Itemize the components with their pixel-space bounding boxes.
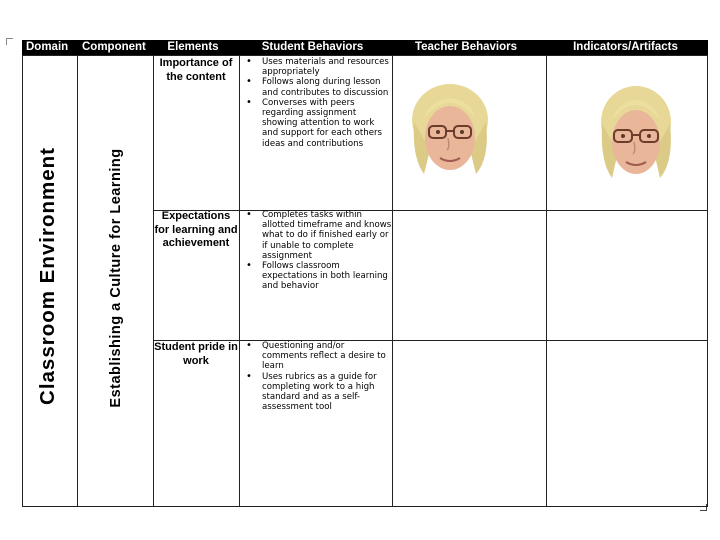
behavior-item: • Follows classroom expectations in both learning and behavior [242,261,392,292]
behavior-item: • Follows along during lesson and contributes to discussion [242,77,392,97]
corner-mark-top-left [6,38,13,45]
behavior-item: • Completes tasks within allotted timeframe and knows what to do if finished early or if unable to complete assignment [242,210,392,261]
domain-label: Classroom Environment [36,147,59,405]
teacher-photo [410,78,490,182]
behavior-item: • Converses with peers regarding assignment showing attention to work and support for each others ideas and contributions [242,98,392,149]
divider-domain [77,56,78,506]
behavior-item: • Uses rubrics as a guide for completing work to a high standard and as a self-assessment tool [242,372,392,413]
divider-teacher [546,56,547,506]
behaviors-list-2 [242,210,392,292]
divider-elements [239,56,240,506]
header-student-behaviors: Student Behaviors [261,41,364,53]
indicator-photo [598,80,674,186]
element-pride: Student pride in work [154,341,238,367]
element-expectations: Expectations for learning and achievement [154,210,238,249]
behavior-item: • Uses materials and resources appropriately [242,57,392,77]
behaviors-list-3 [242,341,392,412]
divider-student [392,56,393,506]
divider-component [153,56,154,506]
element-importance: Importance of the content [159,57,233,83]
behavior-item: • Questioning and/or comments reflect a desire to learn [242,341,392,372]
component-label: Establishing a Culture for Learning [108,148,124,408]
behaviors-list-1 [242,57,392,149]
header-elements: Elements [167,41,219,53]
header-teacher-behaviors: Teacher Behaviors [414,41,518,53]
header-row [22,40,708,55]
header-component: Component [82,41,146,53]
header-domain: Domain [26,41,69,53]
header-indicators-artifacts: Indicators/Artifacts [573,41,678,53]
